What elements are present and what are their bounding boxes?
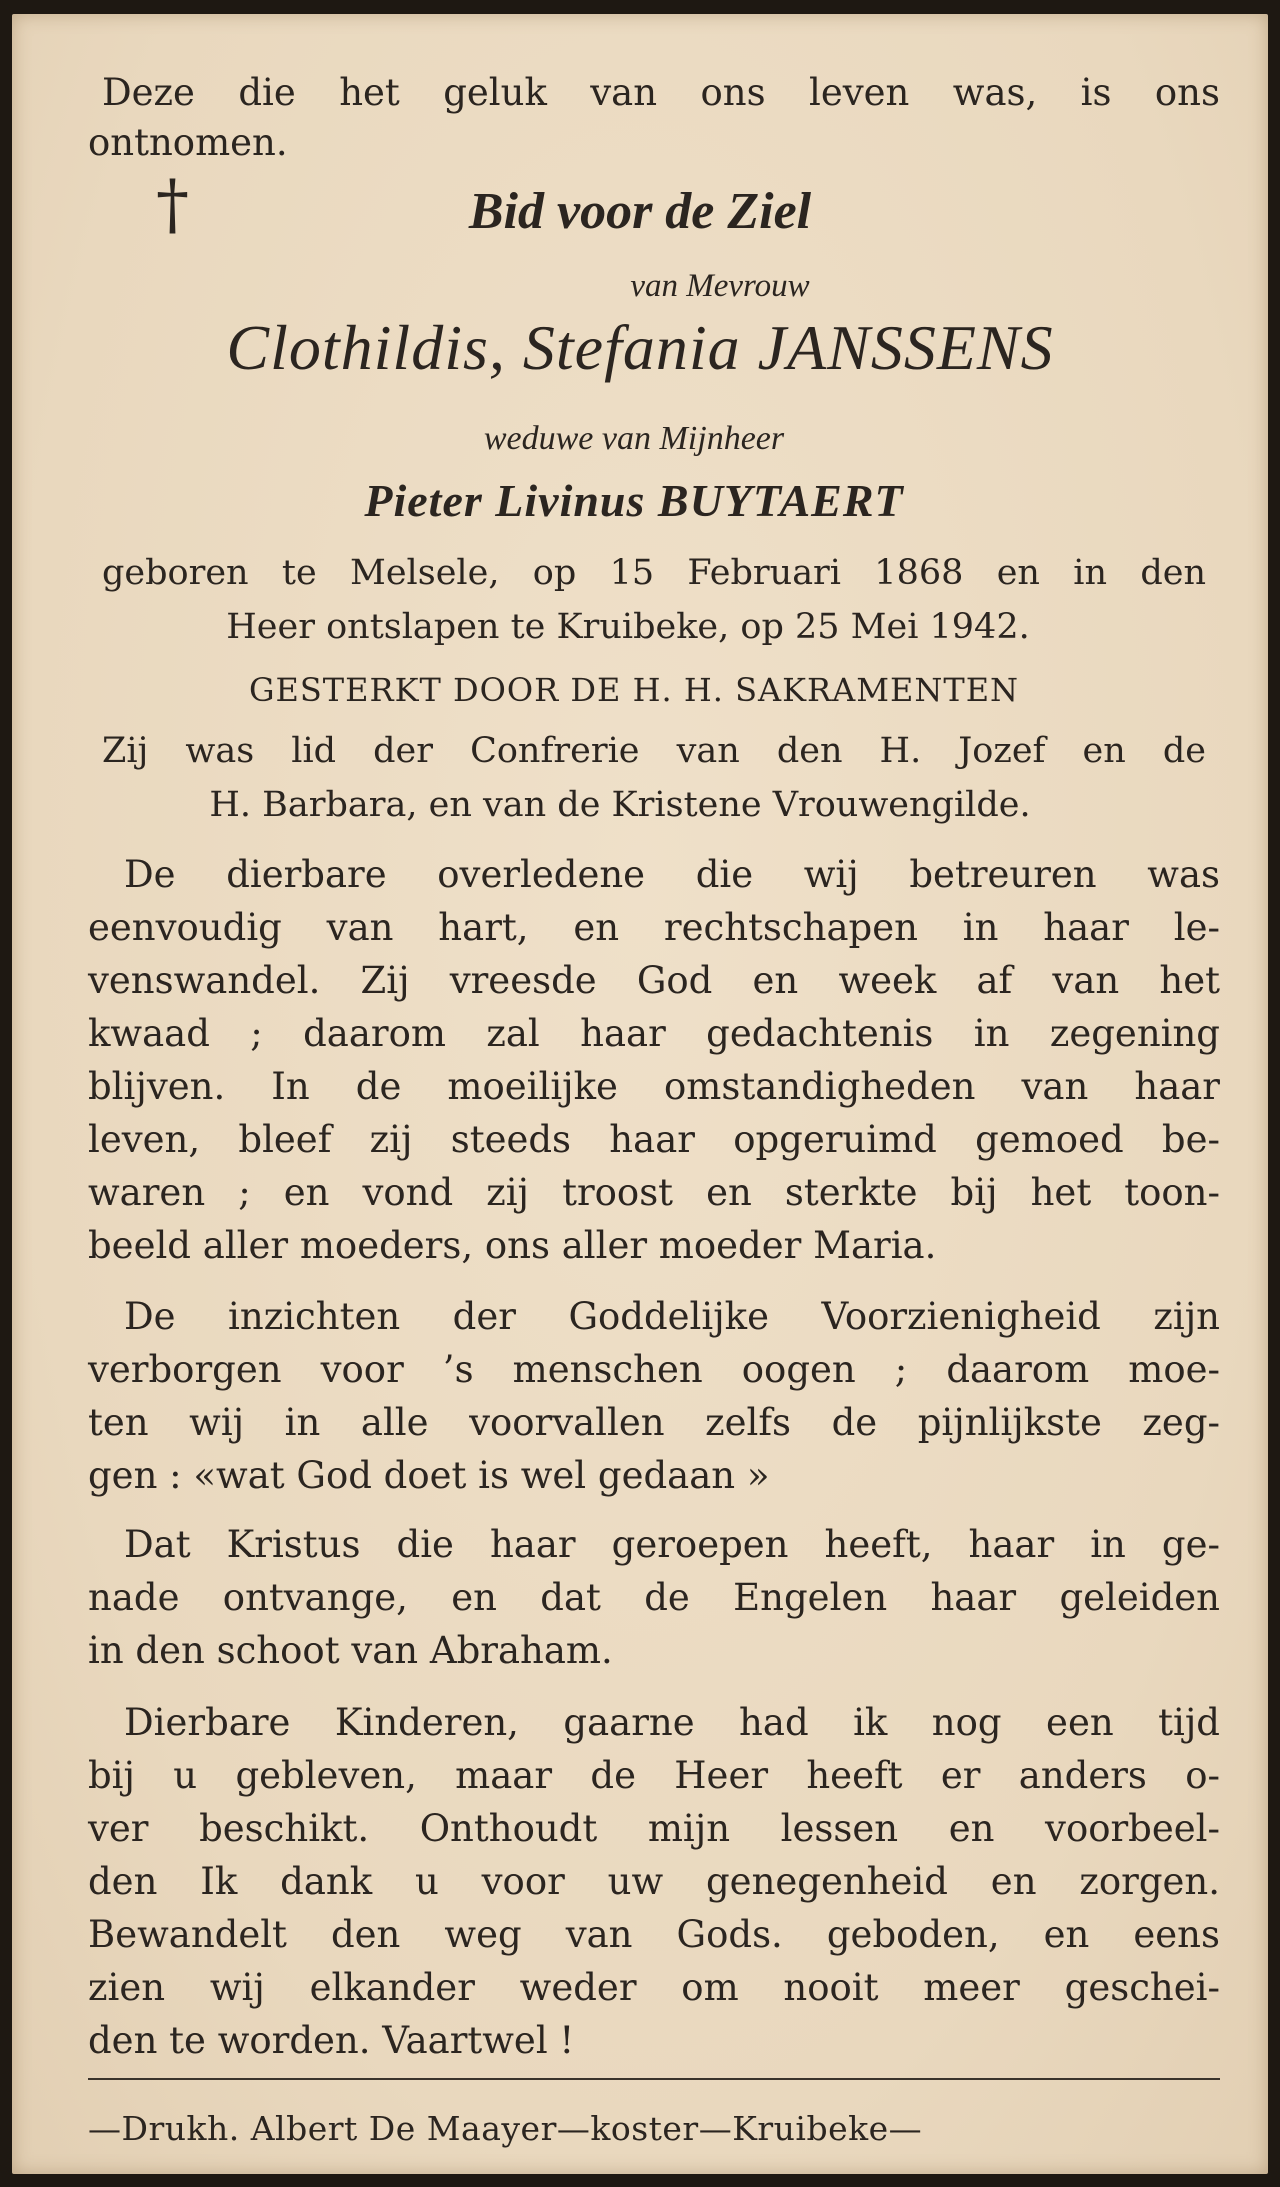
membership-line-2: H. Barbara, en van de Kristene Vrouwengilde. [209, 785, 1031, 825]
divider-rule [88, 2078, 1220, 2080]
memorial-card [12, 14, 1268, 2174]
membership-line-1: Zij was lid der Confrerie van den H. Jozef en de [102, 731, 1206, 771]
paragraph1-line-8: beeld aller moeders, ons aller moeder Maria. [88, 1224, 937, 1267]
paragraph2-line-4: gen : «wat God doet is wel gedaan » [88, 1454, 770, 1497]
paragraph4-line-4: den Ik dank u voor uw genegenheid en zorgen. [88, 1860, 1220, 1903]
birth-death-line-2: Heer ontslapen te Kruibeke, op 25 Mei 1942. [226, 607, 1030, 647]
printer-line: —Drukh. Albert De Maayer—koster—Kruibeke— [88, 2109, 923, 2148]
paragraph4-line-3: ver beschikt. Onthoudt mijn lessen en voorbeel- [88, 1807, 1220, 1850]
paragraph3-line-2: nade ontvange, en dat de Engelen haar geleiden [88, 1576, 1220, 1619]
paragraph2-line-1: De inzichten der Goddelijke Voorzienigheid zijn [124, 1295, 1220, 1338]
cross-icon: † [156, 166, 189, 243]
paragraph1-line-5: blijven. In de moeilijke omstandigheden van haar [88, 1065, 1220, 1108]
paragraph1-line-6: leven, bleef zij steeds haar opgeruimd gemoed be- [88, 1118, 1220, 1161]
paragraph1-line-1: De dierbare overledene die wij betreuren was [124, 853, 1220, 896]
deceased-name: Clothildis, Stefania JANSSENS [226, 312, 1054, 383]
paragraph4-line-7: den te worden. Vaartwel ! [88, 2019, 575, 2062]
paragraph2-line-3: ten wij in alle voorvallen zelfs de pijnlijkste zeg- [88, 1401, 1220, 1444]
prayer-heading: Bid voor de Ziel [468, 183, 812, 240]
widow-of: weduwe van Mijnheer [483, 420, 785, 457]
paragraph4-line-2: bij u gebleven, maar de Heer heeft er anders o- [88, 1754, 1220, 1797]
paragraph2-line-2: verborgen voor ’s menschen oogen ; daarom moe- [88, 1348, 1220, 1391]
paragraph4-line-6: zien wij elkander weder om nooit meer geschei- [88, 1966, 1220, 2009]
paragraph1-line-4: kwaad ; daarom zal haar gedachtenis in zegening [88, 1012, 1220, 1055]
intro-line-2: ontnomen. [88, 121, 288, 164]
birth-death-line-1: geboren te Melsele, op 15 Februari 1868 en in den [102, 553, 1206, 593]
intro-line-1: Deze die het geluk van ons leven was, is ons [102, 71, 1220, 114]
van-mevrouw: van Mevrouw [630, 268, 810, 304]
paragraph4-line-5: Bewandelt den weg van Gods. geboden, en eens [88, 1913, 1220, 1956]
paragraph4-line-1: Dierbare Kinderen, gaarne had ik nog een tijd [124, 1701, 1220, 1744]
paragraph1-line-2: eenvoudig van hart, en rechtschapen in haar le- [88, 906, 1220, 949]
paragraph3-line-1: Dat Kristus die haar geroepen heeft, haar in ge- [124, 1523, 1220, 1566]
husband-name: Pieter Livinus BUYTAERT [364, 475, 904, 526]
sacraments-line: GESTERKT DOOR DE H. H. SAKRAMENTEN [248, 671, 1020, 709]
paragraph1-line-7: waren ; en vond zij troost en sterkte bij het toon- [88, 1171, 1220, 1214]
paragraph3-line-3: in den schoot van Abraham. [88, 1629, 613, 1672]
paragraph1-line-3: venswandel. Zij vreesde God en week af van het [88, 959, 1220, 1002]
